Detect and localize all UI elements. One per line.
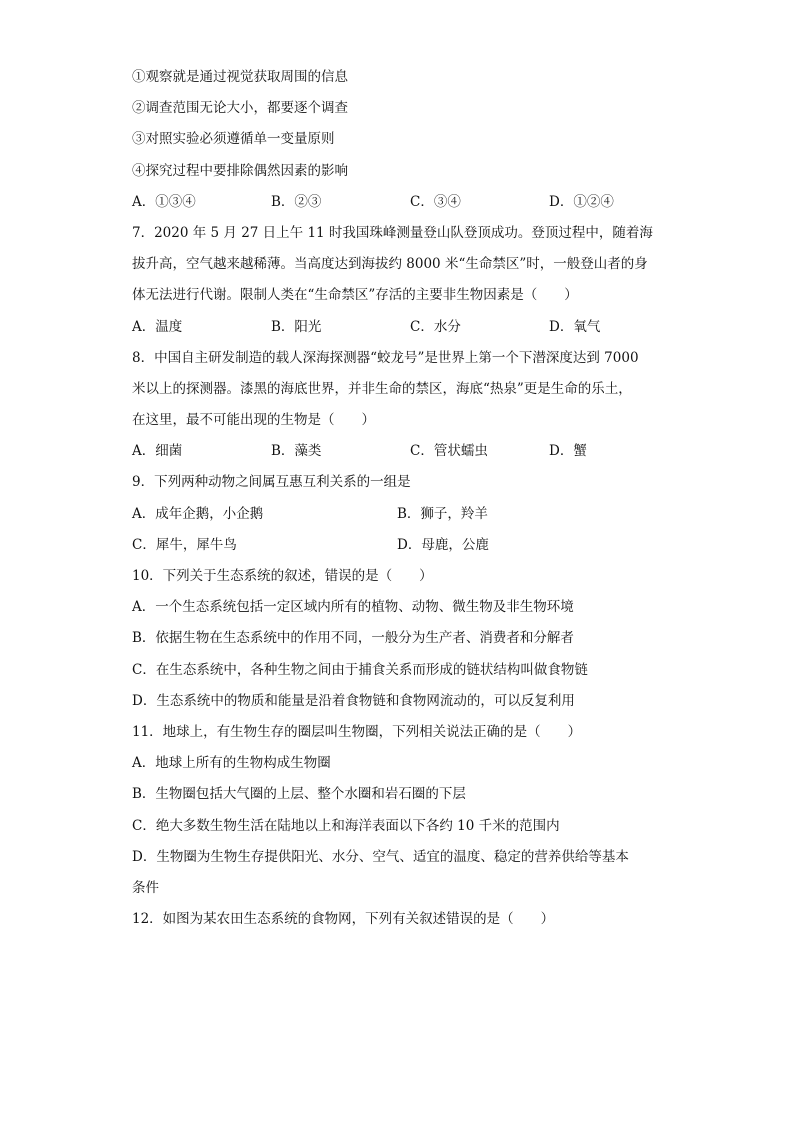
q11-option-d-continued: 条件	[132, 879, 159, 896]
q8-option-d: D．蟹	[549, 443, 587, 460]
q8-stem-line-1: 8．中国自主研发制造的载人深海探测器“蛟龙号”是世界上第一个下潜深度达到 7000	[132, 349, 639, 366]
q8-options	[132, 436, 662, 467]
q8-option-c: C．管状蠕虫	[410, 443, 488, 460]
q9-options-row-1	[132, 499, 662, 530]
q9-option-d: D．母鹿，公鹿	[397, 536, 489, 553]
q9-options-row-2	[132, 530, 662, 561]
q7-option-a: A．温度	[132, 318, 183, 335]
q7-stem-line-2: 拔升高，空气越来越稀薄。当高度达到海拔约 8000 米“生命禁区”时，一般登山者的身	[132, 256, 648, 273]
q11-option-c: C．绝大多数生物生活在陆地以上和海洋表面以下各约 10 千米的范围内	[132, 817, 560, 834]
q6-option-a: A．①③④	[132, 193, 196, 210]
q10-option-c: C．在生态系统中，各种生物之间由于捕食关系而形成的链状结构叫做食物链	[132, 661, 588, 678]
q10-option-d: D．生态系统中的物质和能量是沿着食物链和食物网流动的，可以反复利用	[132, 692, 575, 709]
q7-options	[132, 312, 662, 343]
q12-stem: 12．如图为某农田生态系统的食物网，下列有关叙述错误的是（ ）	[132, 911, 555, 928]
q11-stem: 11．地球上，有生物生存的圈层叫生物圈，下列相关说法正确的是（ ）	[132, 723, 582, 740]
q9-option-c: C．犀牛，犀牛鸟	[132, 536, 237, 553]
q6-option-b: B．②③	[271, 193, 322, 210]
q7-option-d: D．氧气	[549, 318, 601, 335]
statement-2: ②调查范围无论大小，都要逐个调查	[132, 100, 348, 117]
q11-option-d: D．生物圈为生物生存提供阳光、水分、空气、适宜的温度、稳定的营养供给等基本	[132, 848, 629, 865]
q10-option-a: A．一个生态系统包括一定区域内所有的植物、动物、微生物及非生物环境	[132, 599, 574, 616]
q7-stem-line-1: 7．2020 年 5 月 27 日上午 11 时我国珠峰测量登山队登顶成功。登顶过程中，随着海	[132, 224, 653, 241]
q9-stem: 9．下列两种动物之间属互惠互利关系的一组是	[132, 474, 411, 491]
q7-option-c: C．水分	[410, 318, 461, 335]
q8-stem-line-3: 在这里，最不可能出现的生物是（ ）	[132, 412, 375, 429]
q11-option-b: B．生物圈包括大气圈的上层、整个水圈和岩石圈的下层	[132, 786, 466, 803]
q9-option-a: A．成年企鹅，小企鹅	[132, 505, 264, 522]
q10-option-b: B．依据生物在生态系统中的作用不同，一般分为生产者、消费者和分解者	[132, 630, 574, 647]
q7-stem-line-3: 体无法进行代谢。限制人类在“生命禁区”存活的主要非生物因素是（ ）	[132, 287, 578, 304]
q11-option-a: A．地球上所有的生物构成生物圈	[132, 755, 331, 772]
question-content	[132, 62, 662, 935]
statement-4: ④探究过程中要排除偶然因素的影响	[132, 162, 348, 179]
q6-options	[132, 187, 662, 218]
statement-3: ③对照实验必须遵循单一变量原则	[132, 131, 335, 148]
q7-option-b: B．阳光	[271, 318, 322, 335]
q9-option-b: B．狮子，羚羊	[397, 505, 488, 522]
q10-stem: 10．下列关于生态系统的叙述，错误的是（ ）	[132, 568, 433, 584]
q6-option-d: D．①②④	[549, 193, 614, 210]
q8-option-a: A．细菌	[132, 443, 183, 460]
q8-stem-line-2: 米以上的探测器。漆黑的海底世界，并非生命的禁区，海底“热泉”更是生命的乐土，	[132, 380, 632, 397]
q8-option-b: B．藻类	[271, 443, 322, 460]
statement-1: ①观察就是通过视觉获取周围的信息	[132, 69, 348, 85]
q6-option-c: C．③④	[410, 193, 461, 210]
